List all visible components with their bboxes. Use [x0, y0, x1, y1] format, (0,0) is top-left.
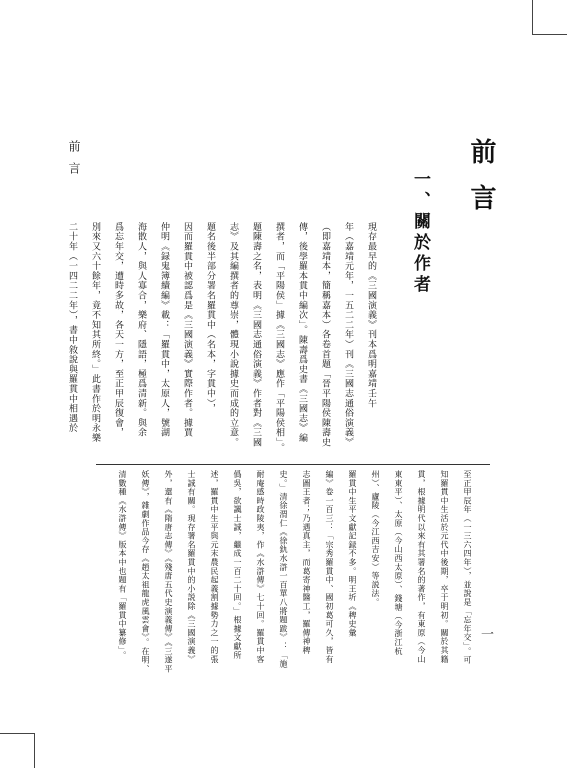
text-line: 題名後半部分署名羅貫中（名本，字貫中），	[205, 222, 215, 414]
text-line: 僞吳，欲諷士誠，繼成一百二十回。」根據文獻所	[233, 470, 242, 660]
text-line: 志》及其編撰者的尊崇，體現小說據史而成的立意。	[228, 222, 238, 448]
text-line: 爲忘年交，遭時多故，各天一方，至正甲辰復會，	[113, 222, 123, 438]
text-line: 傳，後學羅本貫中編次」。陳壽爲史書《三國志》編	[297, 222, 307, 443]
text-line: 海散人，與人寡合，樂府、隱語，極爲清新。與余	[136, 222, 146, 438]
page-title: 前言	[466, 138, 496, 230]
text-line: 別來又六十餘年，竟不知其所終。」此書作於明永樂	[90, 222, 100, 443]
text-line: 州）、廬陵（今江西吉安）等説法。	[371, 470, 380, 607]
crop-mark-top-right	[532, 0, 567, 35]
lower-text-block	[111, 470, 479, 680]
text-line: 羅貫中生平文獻記録不多。明王圻《稗史彙	[348, 470, 357, 638]
text-line: 志圖王者；乃遇真主，而葛寄神醫工，羅傳神稗	[302, 470, 311, 655]
text-line: 士誠有關。現存署名羅貫中的小説除《三國演義》	[187, 470, 196, 664]
page-number: 一	[478, 627, 493, 640]
text-line: 貫，根據明代以來有其署名的著作，有東原（今山	[417, 470, 426, 664]
text-line: 二十年（一四二二年），書中敘說與羅貫中相遇於	[67, 222, 77, 434]
text-line: 外，還有《隋唐志傳》《殘唐五代史演義傳》《三遂平	[164, 470, 173, 674]
text-line: 撰者，而「平陽侯」據《三國志》應作「平陽侯相」。	[274, 222, 284, 453]
text-line: 題陳壽之名，表明《三國志通俗演義》作者對《三國	[251, 222, 261, 448]
section-divider	[96, 464, 490, 465]
text-line: 知羅貫中生活於元代中後期，卒于明初。關於其籍	[440, 470, 449, 664]
text-line: 耐庵感時政陵夷，作《水滸傳》七十回。羅貫中客	[256, 470, 265, 664]
section-heading: 一、關於作者	[410, 170, 430, 296]
crop-mark-bottom-left	[0, 733, 35, 768]
text-line: 妖傳》，雜劇作品今存《趙太祖龍虎風雲會》。在明、	[141, 470, 150, 674]
text-line: 東東平）、太原（今山西太原）、錢塘（今浙江杭	[394, 470, 403, 656]
text-line: （即嘉靖本，簡稱嘉本）各卷首題「晉平陽侯陳壽史	[320, 222, 330, 448]
text-line: 清數種《水滸傳》版本中也題有「羅貫中纂修」。	[118, 470, 127, 660]
text-line: 編》卷一百三：「宗秀羅貫中、國初葛可久，皆有	[325, 470, 334, 664]
upper-text-block	[60, 222, 382, 462]
text-line: 因而羅貫中被認爲是《三國演義》實際作者。據賈	[182, 222, 192, 438]
running-header: 前言	[67, 140, 81, 184]
text-line: 現存最早的《三國演義》刊本爲明嘉靖壬午	[366, 222, 376, 409]
text-line: 仲明《録鬼簿續編》載：「羅貫中，太原人，號湖	[159, 222, 169, 438]
text-line: 史。」清徐渭仁《徐釚水滸一百單八將題跋》：「施	[279, 470, 288, 669]
text-line: 年（嘉靖元年，一五二二年）刊《三國志通俗演義》	[343, 222, 353, 448]
text-line: 至正甲辰年（一三六四年），並說是「忘年交」。可	[463, 470, 472, 665]
text-line: 述，羅貫中生平與元末農民起義割據勢力之一的張	[210, 470, 219, 664]
